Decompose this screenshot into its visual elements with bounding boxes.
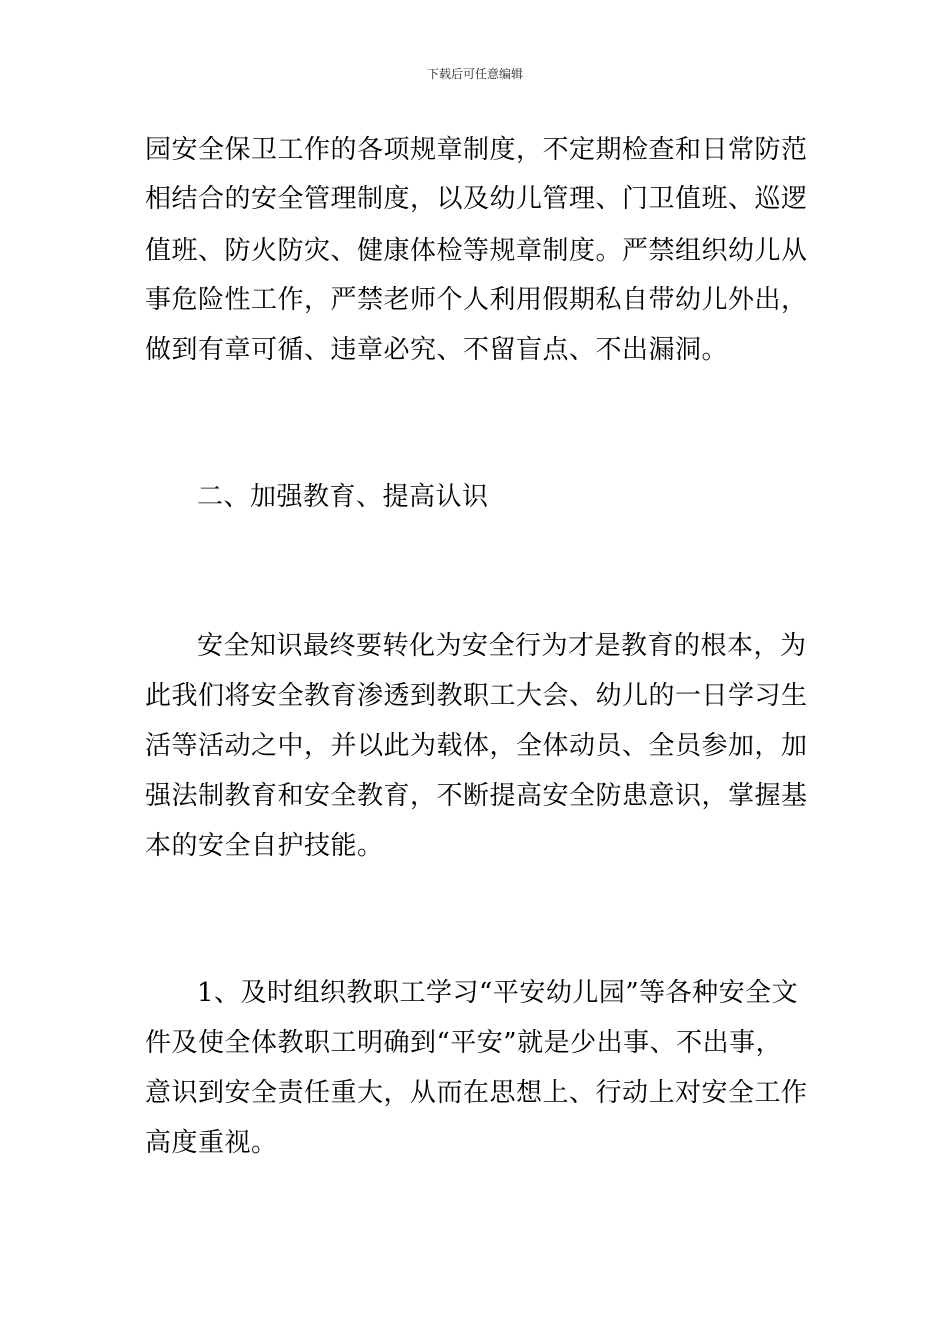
page-header-note: 下载后可任意编辑 — [426, 67, 523, 81]
paragraph-1-line-5: 做到有章可循、违章必究、不留盲点、不出漏洞。 — [145, 335, 729, 365]
paragraph-2-line-1: 安全知识最终要转化为安全行为才是教育的根本，为 — [197, 631, 807, 661]
paragraph-2-line-4: 强法制教育和安全教育，不断提高安全防患意识，掌握基 — [145, 781, 808, 811]
paragraph-1-line-4: 事危险性工作，严禁老师个人利用假期私自带幼儿外出， — [145, 285, 808, 315]
paragraph-3-line-1: 1、及时组织教职工学习“平安幼儿园”等各种安全文 — [197, 978, 799, 1008]
paragraph-1-line-2: 相结合的安全管理制度，以及幼儿管理、门卫值班、巡逻 — [145, 184, 808, 214]
paragraph-1-line-3: 值班、防火防灾、健康体检等规章制度。严禁组织幼儿从 — [145, 236, 808, 266]
paragraph-3-line-3: 意识到安全责任重大，从而在思想上、行动上对安全工作 — [145, 1078, 808, 1108]
paragraph-3-line-4: 高度重视。 — [145, 1128, 278, 1158]
paragraph-2-line-3: 活等活动之中，并以此为载体，全体动员、全员参加，加 — [145, 731, 808, 761]
paragraph-2-line-2: 此我们将安全教育渗透到教职工大会、幼儿的一日学习生 — [145, 681, 808, 711]
paragraph-2-line-5: 本的安全自护技能。 — [145, 831, 384, 861]
section-heading: 二、加强教育、提高认识 — [197, 482, 489, 512]
paragraph-1-line-1: 园安全保卫工作的各项规章制度，不定期检查和日常防范 — [145, 135, 808, 165]
paragraph-3-line-2: 件及使全体教职工明确到“平安”就是少出事、不出事， — [145, 1028, 783, 1058]
